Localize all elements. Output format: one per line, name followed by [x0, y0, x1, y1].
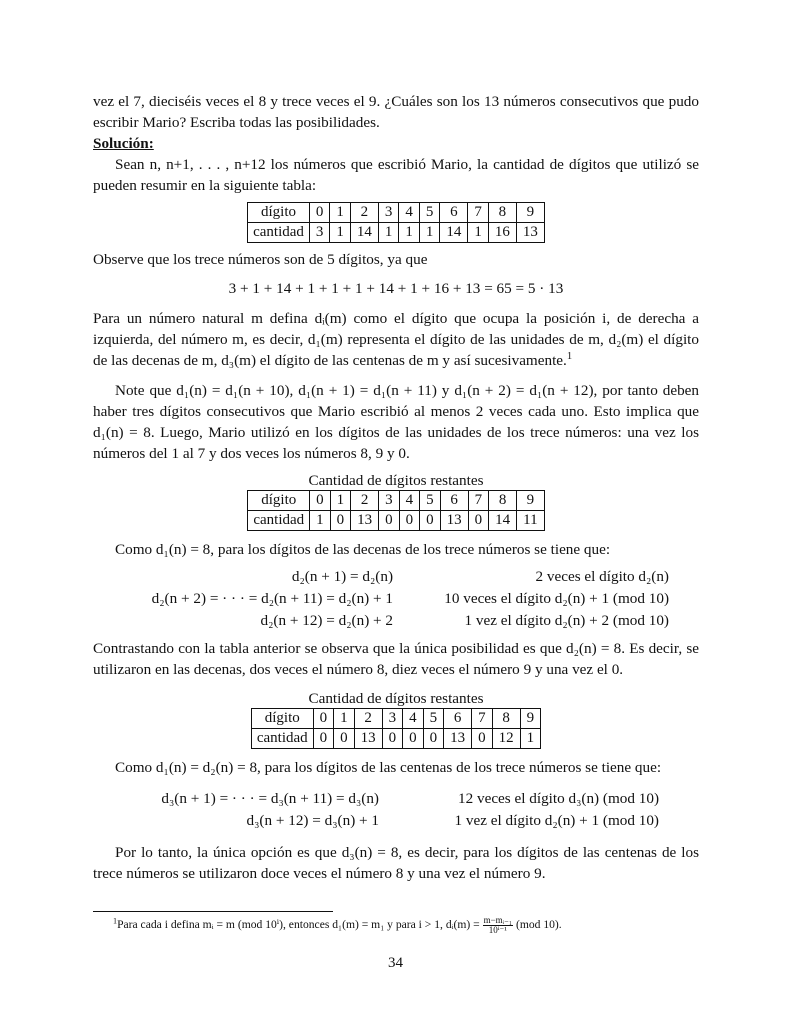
digit-table-2	[93, 472, 699, 531]
table-cell: 13	[440, 511, 468, 531]
table-cell: 7	[468, 491, 489, 511]
equation-row	[93, 566, 699, 588]
table-cell: 0	[403, 729, 424, 749]
paragraph-4: Note que d₁(n) = d₁(n + 10), d₁(n + 1) = d₁(n + 11) y d₁(n + 2) = d₁(n + 12), por tanto deben haber tres dígitos consecutivos que Mario escribió al menos 2 veces cada uno. Esto implica que d₁(n) = 8. Luego, Mario utilizó en los dígitos de las unidades de los trece números: una vez los números del 1 al 7 y dos veces los números 8, 9 y 0.	[93, 382, 699, 462]
table-cell: 2	[354, 709, 382, 729]
table-cell: 0	[468, 511, 489, 531]
paragraph-2: Observe que los trece números son de 5 dígitos, ya que	[93, 251, 428, 268]
equation-row	[93, 810, 699, 832]
equation-rhs: 10 veces el dígito d₂(n) + 1 (mod 10)	[444, 590, 669, 607]
table-cell: 0	[334, 729, 355, 749]
table-cell: 9	[517, 491, 544, 511]
fraction-denominator: 10ⁱ⁻¹	[488, 925, 507, 935]
footnote-text: Para cada i defina mᵢ = m (mod 10ⁱ), entonces d₁(m) = m₁ y para i > 1, dᵢ(m) =	[117, 918, 480, 932]
footnote-number: 1	[113, 916, 118, 926]
table-cell: 11	[517, 511, 544, 531]
table-row	[251, 729, 540, 749]
paragraph-6: Contrastando con la tabla anterior se observa que la única posibilidad es que d₂(n) = 8. Es decir, se utilizaron en las decenas, dos veces el número 8, diez veces el número 9 y una vez el 0.	[93, 640, 699, 678]
table-digits-counts-2	[247, 490, 544, 531]
digit-table-1	[93, 202, 699, 243]
table-cell: 0	[382, 729, 403, 749]
table-cell: 0	[313, 709, 334, 729]
table-cell: 1	[310, 511, 331, 531]
paragraph-8: Por lo tanto, la única opción es que d₃(n) = 8, es decir, para los dígitos de las centenas de los trece números se utilizaron doce veces el número 8 y una vez el número 9.	[93, 844, 699, 882]
paragraph-5: Como d₁(n) = 8, para los dígitos de las decenas de los trece números se tiene que:	[115, 541, 611, 558]
table-label-cell: cantidad	[248, 511, 310, 531]
table-cell: 0	[472, 729, 493, 749]
table-cell: 6	[440, 203, 468, 223]
table-cell: 13	[351, 511, 379, 531]
footnote-tail: (mod 10).	[515, 918, 562, 932]
table-cell: 8	[492, 709, 520, 729]
footnote-fraction	[483, 916, 513, 935]
table-cell: 0	[330, 511, 351, 531]
equation-lhs: d₃(n + 12) = d₃(n) + 1	[246, 812, 379, 829]
table-digits-counts-1	[247, 202, 545, 243]
table-cell: 3	[379, 491, 400, 511]
paragraph-7: Como d₁(n) = d₂(n) = 8, para los dígitos de las centenas de los trece números se tiene que:	[115, 759, 662, 776]
table-row	[251, 709, 540, 729]
table-cell: 0	[399, 511, 420, 531]
sum-equation: 3 + 1 + 14 + 1 + 1 + 1 + 14 + 1 + 16 + 13 = 65 = 5 · 13	[228, 280, 564, 297]
table-label-cell: cantidad	[248, 223, 310, 243]
table-cell: 14	[440, 223, 468, 243]
equation-rhs: 12 veces el dígito d₃(n) (mod 10)	[458, 790, 659, 807]
paragraph-3	[93, 308, 699, 371]
table-cell: 3	[309, 223, 330, 243]
page-body	[93, 91, 699, 884]
table-cell: 1	[468, 223, 489, 243]
table-caption: Cantidad de dígitos restantes	[308, 690, 484, 707]
table-cell: 4	[399, 203, 420, 223]
paragraph-1: Sean n, n+1, . . . , n+12 los números que escribió Mario, la cantidad de dígitos que utilizó se pueden resumir en la siguiente tabla:	[93, 156, 699, 194]
table-row	[248, 491, 544, 511]
table-row	[248, 203, 545, 223]
table-cell: 6	[440, 491, 468, 511]
table-cell: 5	[423, 709, 444, 729]
table-cell: 5	[420, 491, 441, 511]
equation-rhs: 1 vez el dígito d₂(n) + 2 (mod 10)	[464, 612, 669, 629]
equation-block-2	[93, 788, 699, 832]
footnote	[113, 916, 703, 935]
equation-row	[93, 788, 699, 810]
equation-lhs: d₂(n + 2) = · · · = d₂(n + 11) = d₂(n) + 1	[151, 590, 393, 607]
table-cell: 1	[399, 223, 420, 243]
equation-row	[93, 588, 699, 610]
table-cell: 1	[330, 203, 351, 223]
table-cell: 8	[489, 491, 517, 511]
table-cell: 1	[330, 491, 351, 511]
table-cell: 2	[351, 491, 379, 511]
table-cell: 7	[472, 709, 493, 729]
paragraph-3-text: Para un número natural m defina dᵢ(m) como el dígito que ocupa la posición i, de derecha a izquierda, del número m, es decir, d₁(m) representa el dígito de las unidades de m, d₂(m) el dígito de las decenas de m, d₃(m) el dígito de las centenas de m y así sucesivamente.	[93, 310, 699, 369]
table-cell: 1	[419, 223, 440, 243]
solution-heading: Solución:	[93, 135, 154, 152]
digit-table-3	[93, 690, 699, 749]
table-label-cell: dígito	[251, 709, 313, 729]
equation-block-1	[93, 566, 699, 632]
table-cell: 1	[520, 729, 541, 749]
table-cell: 14	[489, 511, 517, 531]
equation-rhs: 1 vez el dígito d₂(n) + 1 (mod 10)	[454, 812, 659, 829]
table-cell: 1	[378, 223, 399, 243]
table-digits-counts-3	[251, 708, 541, 749]
equation-lhs: d₂(n + 1) = d₂(n)	[291, 568, 393, 585]
table-row	[248, 223, 545, 243]
table-cell: 0	[310, 491, 331, 511]
equation-lhs: d₃(n + 1) = · · · = d₃(n + 11) = d₃(n)	[161, 790, 379, 807]
intro-text: vez el 7, dieciséis veces el 8 y trece veces el 9. ¿Cuáles son los 13 números consecutivos que pudo escribir Mario? Escriba todas las posibilidades.	[93, 93, 699, 131]
table-cell: 3	[382, 709, 403, 729]
fraction-numerator: m−mᵢ₋₁	[483, 915, 513, 925]
table-caption: Cantidad de dígitos restantes	[308, 472, 484, 489]
table-cell: 12	[492, 729, 520, 749]
table-cell: 0	[379, 511, 400, 531]
table-cell: 0	[423, 729, 444, 749]
equation-row	[93, 610, 699, 632]
table-cell: 2	[350, 203, 378, 223]
table-cell: 7	[468, 203, 489, 223]
footnote-marker: 1	[566, 350, 573, 362]
table-cell: 14	[350, 223, 378, 243]
table-cell: 8	[488, 203, 516, 223]
table-label-cell: dígito	[248, 203, 310, 223]
table-cell: 0	[313, 729, 334, 749]
table-cell: 9	[516, 203, 544, 223]
equation-rhs: 2 veces el dígito d₂(n)	[535, 568, 669, 585]
table-cell: 16	[488, 223, 516, 243]
table-cell: 4	[403, 709, 424, 729]
table-cell: 0	[420, 511, 441, 531]
equation-lhs: d₂(n + 12) = d₂(n) + 2	[260, 612, 393, 629]
table-cell: 1	[330, 223, 351, 243]
table-label-cell: cantidad	[251, 729, 313, 749]
table-cell: 9	[520, 709, 541, 729]
table-cell: 3	[378, 203, 399, 223]
table-cell: 4	[399, 491, 420, 511]
table-cell: 6	[444, 709, 472, 729]
table-label-cell: dígito	[248, 491, 310, 511]
table-cell: 13	[444, 729, 472, 749]
table-cell: 5	[419, 203, 440, 223]
table-row	[248, 511, 544, 531]
table-cell: 1	[334, 709, 355, 729]
table-cell: 13	[354, 729, 382, 749]
footnote-divider	[93, 911, 333, 912]
table-cell: 13	[516, 223, 544, 243]
page-number: 34	[388, 955, 403, 971]
table-cell: 0	[309, 203, 330, 223]
